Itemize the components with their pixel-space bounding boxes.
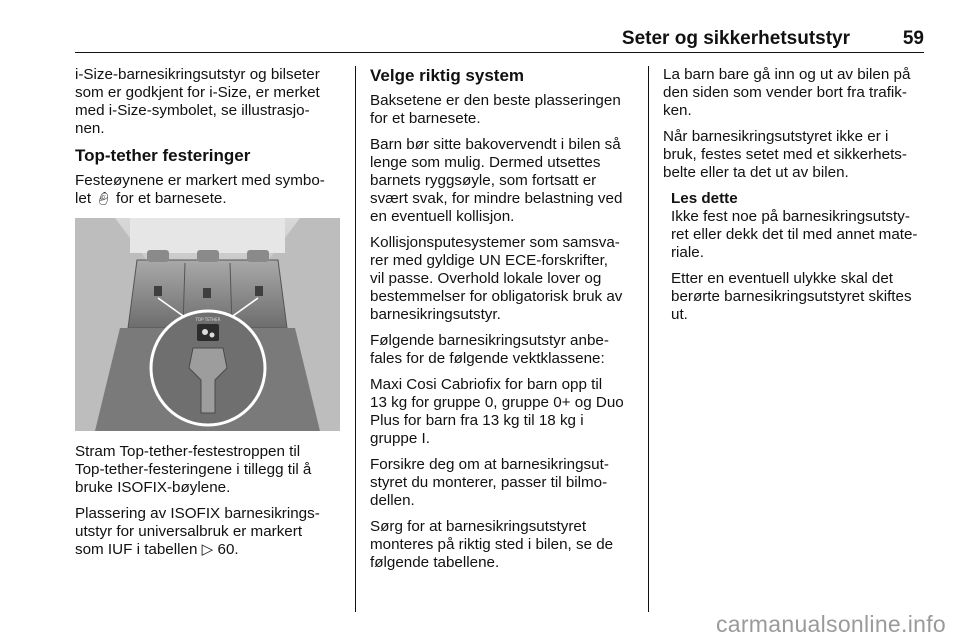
isofix-text: Plassering av ISOFIX barnesikrings- utstyr for universalbruk er markert som IUF i tabellen [75, 505, 320, 558]
trunk-illustration [75, 218, 340, 431]
column-divider-1 [355, 66, 356, 612]
note-paragraph: Ikke fest noe på barnesikringsutsty- ret eller dekk det til med annet mate- riale. [671, 208, 918, 261]
watermark: carmanualsonline.info [715, 611, 946, 637]
section-heading-top-tether: Top-tether festeringer [75, 146, 251, 165]
page-header-title: Seter og sikkerhetsutstyr [621, 28, 850, 49]
paragraph: Maxi Cosi Cabriofix for barn opp til 13 kg for gruppe 0, gruppe 0+ og Duo Plus for barn fra 13 kg til 18 kg i gruppe I. [370, 376, 624, 447]
paragraph: La barn bare gå inn og ut av bilen på den siden som vender bort fra trafik- ken. [663, 66, 911, 119]
note-title: Les dette [671, 190, 738, 207]
column-1 [75, 66, 343, 567]
intro-paragraph: i-Size-barnesikringsutstyr og bilseter som er godkjent for i-Size, er merket med i-Size-symbolet, se illustrasjo- nen. [75, 66, 320, 137]
tether-paragraph: Stram Top-tether-festestroppen til Top-tether-festeringene i tillegg til å bruke ISOFIX-bøylene. [75, 443, 312, 496]
column-divider-2 [648, 66, 649, 612]
paragraph: Når barnesikringsutstyret ikke er i bruk, festes setet med et sikkerhets- belte eller ta det ut av bilen. [663, 128, 907, 181]
section-heading-select-system: Velge riktig system [370, 66, 525, 85]
column-3 [663, 66, 929, 332]
page-ref-link[interactable]: 60. [213, 541, 239, 558]
isofix-paragraph [75, 505, 343, 559]
child-seat-icon: 👶︎ [95, 191, 112, 206]
photo-label: TOP TETHER [195, 317, 221, 322]
anchor-paragraph [75, 172, 343, 208]
note-paragraph: Etter en eventuell ulykke skal det berørte barnesikringsutstyret skiftes ut. [671, 270, 912, 323]
paragraph: Sørg for at barnesikringsutstyret monteres på riktig sted i bilen, se de følgende tabellene. [370, 518, 614, 571]
note-box [671, 190, 929, 324]
paragraph: Forsikre deg om at barnesikringsut- styret du monterer, passer til bilmo- dellen. [370, 456, 609, 509]
paragraph: Barn bør sitte bakovervendt i bilen så lenge som mulig. Dermed utsettes barnets ryggsøyle, som fortsatt er svært svak, for mindre belastning ved en eventuell kollisjon. [370, 136, 623, 225]
anchor-text-after: for et barnesete. [111, 190, 227, 207]
page-number: 59 [902, 28, 924, 49]
arrow-ref-icon: ▷ [201, 541, 214, 558]
paragraph: Kollisjonsputesystemer som samsva- rer med gyldige UN ECE-forskrifter, vil passe. Overhold lokale lover og bestemmelser for obligatorisk bruk av barnesikringsutstyr. [370, 234, 623, 323]
header-rule [75, 52, 924, 53]
anchor-text-before: Festeøynene er markert med symbo- let [75, 172, 325, 207]
paragraph: Følgende barnesikringsutstyr anbe- fales for de følgende vektklassene: [370, 332, 609, 367]
column-2 [370, 66, 638, 580]
paragraph: Baksetene er den beste plasseringen for et barnesete. [370, 92, 621, 127]
